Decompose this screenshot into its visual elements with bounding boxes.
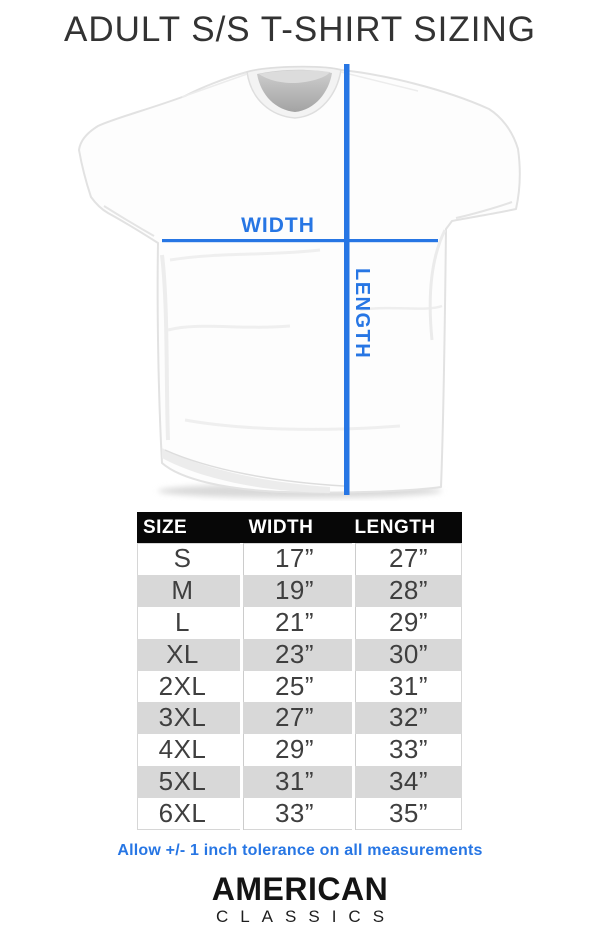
width-measure-line — [162, 239, 438, 242]
size-table-header — [137, 512, 462, 543]
length-cell: 32” — [352, 702, 462, 734]
table-row — [137, 639, 462, 671]
width-cell: 23” — [240, 639, 352, 671]
tshirt-graphic — [60, 55, 540, 505]
width-cell: 29” — [240, 734, 352, 766]
table-row — [137, 798, 462, 830]
length-cell: 28” — [352, 575, 462, 607]
length-cell: 34” — [352, 766, 462, 798]
size-table — [137, 512, 462, 830]
table-row — [137, 671, 462, 703]
column-header-size: SIZE — [143, 517, 188, 538]
table-row — [137, 575, 462, 607]
width-cell: 25” — [240, 671, 352, 703]
width-cell: 21” — [240, 607, 352, 639]
size-cell: 6XL — [158, 798, 207, 829]
brand-name: AMERICAN — [211, 871, 389, 907]
column-header-length: LENGTH — [354, 517, 436, 538]
size-table-body — [137, 543, 462, 830]
width-measure-label: WIDTH — [241, 214, 315, 237]
size-cell: 4XL — [158, 734, 207, 765]
length-cell: 27” — [352, 543, 462, 575]
length-cell: 33” — [352, 734, 462, 766]
table-row — [137, 766, 462, 798]
size-cell: 2XL — [158, 670, 207, 701]
table-row — [137, 734, 462, 766]
length-cell: 30” — [352, 639, 462, 671]
length-cell: 35” — [352, 798, 462, 830]
brand-logo — [0, 872, 600, 928]
size-cell: M — [137, 575, 240, 607]
size-cell: S — [173, 543, 192, 573]
table-row — [137, 543, 462, 575]
brand-subname: CLASSICS — [215, 907, 397, 926]
column-header-width: WIDTH — [248, 517, 314, 538]
width-cell: 33” — [240, 798, 352, 830]
size-cell: 3XL — [137, 702, 240, 734]
size-cell: 5XL — [137, 766, 240, 798]
tolerance-note: Allow +/- 1 inch tolerance on all measurements — [117, 842, 483, 859]
tshirt-illustration — [60, 55, 540, 505]
length-measure-line — [344, 64, 350, 495]
table-row — [137, 607, 462, 639]
width-cell: 27” — [240, 702, 352, 734]
width-cell: 19” — [240, 575, 352, 607]
size-cell: L — [175, 606, 190, 637]
size-cell: XL — [137, 639, 240, 671]
tshirt-body — [79, 67, 520, 493]
table-row — [137, 702, 462, 734]
length-cell: 29” — [352, 607, 462, 639]
length-measure-label: LENGTH — [351, 268, 373, 360]
width-cell: 31” — [240, 766, 352, 798]
width-cell: 17” — [240, 543, 352, 575]
length-cell: 31” — [352, 671, 462, 703]
page-title: ADULT S/S T-SHIRT SIZING — [64, 10, 536, 49]
